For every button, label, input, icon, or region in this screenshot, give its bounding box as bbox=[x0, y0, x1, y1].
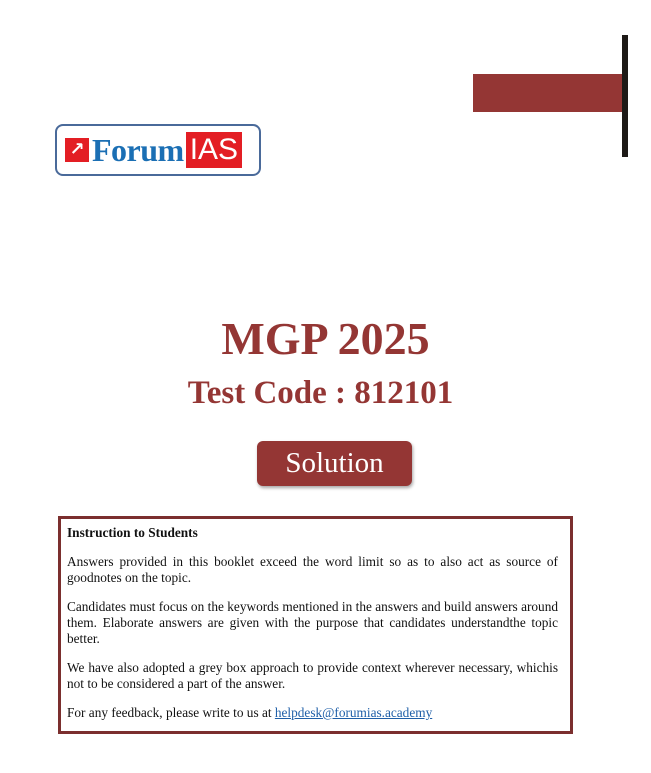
decorative-bar bbox=[473, 74, 627, 112]
page-title: MGP 2025 bbox=[221, 313, 430, 364]
arrow-icon: ↗ bbox=[65, 138, 89, 162]
helpdesk-email-link[interactable]: helpdesk@forumias.academy bbox=[274, 705, 433, 720]
logo-forum-text: Forum bbox=[92, 131, 184, 168]
feedback-paragraph bbox=[67, 705, 558, 721]
solution-badge: Solution bbox=[257, 441, 412, 486]
test-code: Test Code : 812101 bbox=[187, 375, 454, 411]
instruction-paragraph: We have also adopted a grey box approach to provide context wherever necessary, whichis not to be considered a part of the answer. bbox=[67, 660, 558, 691]
instructions-box bbox=[58, 516, 573, 734]
logo-ias-text: IAS bbox=[186, 132, 242, 168]
forumias-logo bbox=[55, 124, 261, 176]
instruction-paragraph: Candidates must focus on the keywords mentioned in the answers and build answers around them. Elaborate answers are given with the purpose that candidates understandthe topic better. bbox=[67, 599, 558, 646]
feedback-text: For any feedback, please write to us at bbox=[67, 705, 275, 720]
decorative-vertical-line bbox=[622, 35, 628, 157]
instruction-paragraph: Answers provided in this booklet exceed the word limit so as to also act as source of goodnotes on the topic. bbox=[67, 554, 558, 585]
instructions-heading: Instruction to Students bbox=[67, 525, 198, 540]
